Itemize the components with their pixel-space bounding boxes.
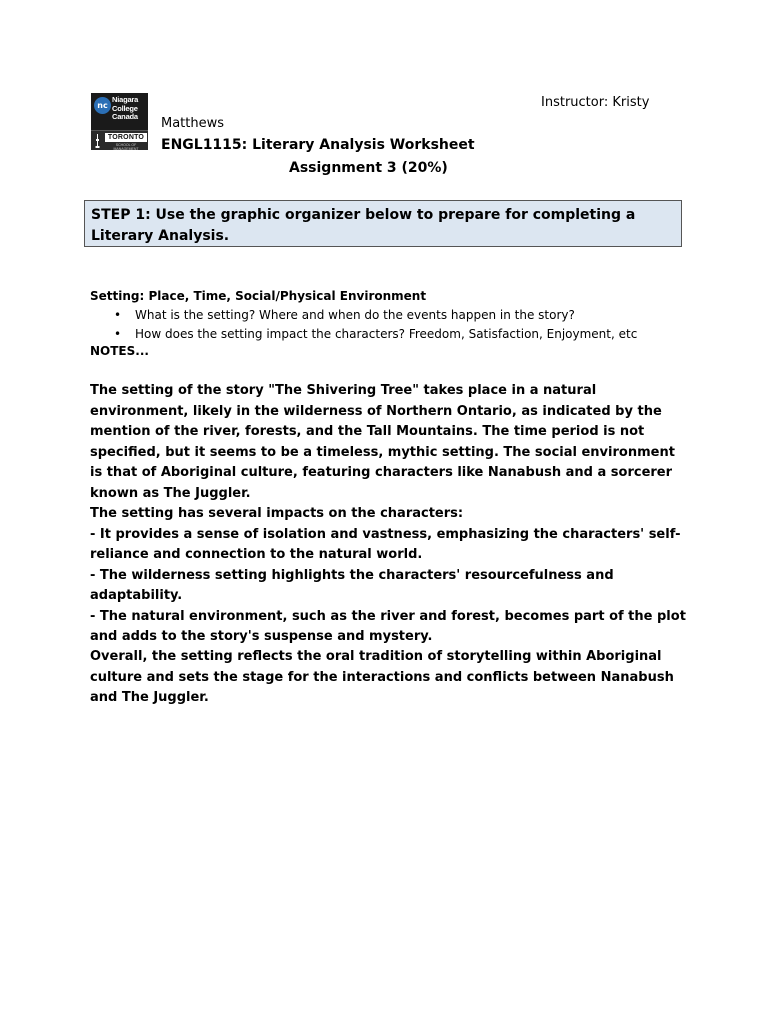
logo-name-line: College <box>112 103 138 113</box>
logo-name-line: Niagara <box>112 95 139 104</box>
logo-top <box>91 93 148 130</box>
prompt-text: What is the setting? Where and when do the events happen in the story? <box>135 308 575 322</box>
logo-badge: nc <box>94 97 111 114</box>
logo-bottom <box>91 130 148 150</box>
bullet-glyph: • <box>114 327 122 341</box>
notes-paragraph-setting <box>90 381 690 504</box>
list-item <box>90 306 637 325</box>
bullet-glyph: • <box>114 308 122 322</box>
paragraph-line: - It provides a sense of isolation and vastness, emphasizing the characters' self-reliance and connection to the natural world. <box>90 526 681 562</box>
course-title: ENGL1115: Literary Analysis Worksheet <box>161 137 475 153</box>
paragraph-line: - The wilderness setting highlights the characters' resourcefulness and adaptability. <box>90 567 614 603</box>
logo-name-line: Canada <box>112 112 138 121</box>
logo-name <box>112 96 148 122</box>
assignment-title: Assignment 3 (20%) <box>289 160 448 176</box>
notes-paragraph-overall <box>90 647 690 709</box>
logo-sub: SCHOOL OF MANAGEMENT <box>113 143 139 151</box>
cn-tower-icon <box>95 134 100 148</box>
paragraph-line: The setting has several impacts on the characters: <box>90 506 464 521</box>
instructor-surname: Matthews <box>161 116 225 131</box>
college-logo <box>91 93 148 149</box>
notes-paragraph-impacts <box>90 504 690 648</box>
instructor-label: Instructor: Kristy <box>541 95 650 110</box>
paragraph-text: The setting of the story "The Shivering Tree" takes place in a natural environment, likely in the wilderness of Northern Ontario, as indicated by the mention of the river, forests, and the Tall Mountains. The time period is not specified, but it seems to be a timeless, mythic setting. The social environment is that of Aboriginal culture, featuring characters like Nanabush and a sorcerer known as The Juggler. <box>90 383 675 501</box>
step-instruction-box <box>84 200 682 247</box>
logo-city: TORONTO <box>105 133 147 142</box>
prompt-text: How does the setting impact the characters? Freedom, Satisfaction, Enjoyment, etc <box>135 327 638 341</box>
paragraph-line: - The natural environment, such as the river and forest, becomes part of the plot and adds to the story's suspense and mystery. <box>90 608 686 644</box>
section-heading: Setting: Place, Time, Social/Physical Environment <box>90 289 427 303</box>
notes-label: NOTES... <box>90 344 149 358</box>
prompt-list <box>90 306 637 344</box>
step-instruction-text: STEP 1: Use the graphic organizer below to prepare for completing a Literary Analysis. <box>91 207 636 244</box>
paragraph-text: Overall, the setting reflects the oral tradition of storytelling within Aboriginal culture and sets the stage for the interactions and conflicts between Nanabush and The Juggler. <box>90 649 674 705</box>
list-item <box>90 325 637 344</box>
